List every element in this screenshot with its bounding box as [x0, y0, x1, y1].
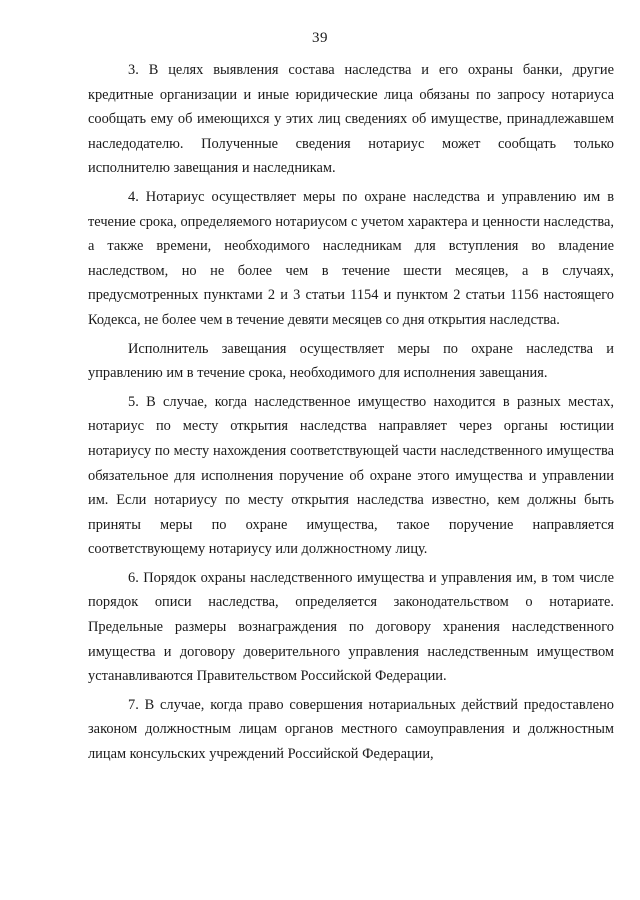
paragraph-4: 4. Нотариус осуществляет меры по охране наследства и управлению им в течение срока, определяемого нотариусом с учетом характера и ценности наследства, а также времени, необходимого наследникам для вступления во владение наследством, но не более чем в течение шести месяцев, а в случаях, предусмотренных пунктами 2 и 3 статьи 1154 и пунктом 2 статьи 1156 настоящего Кодекса, не более чем в течение девяти месяцев со дня открытия наследства.	[88, 188, 614, 328]
paragraph-executor: Исполнитель завещания осуществляет меры по охране наследства и управлению им в течение срока, необходимого для исполнения завещания.	[88, 340, 614, 382]
page-number: 39	[312, 30, 328, 46]
paragraph-3: 3. В целях выявления состава наследства и его охраны банки, другие кредитные организации и иные юридические лица обязаны по запросу нотариуса сообщать ему об имеющихся у этих лиц сведениях об имуществе, принадлежавшем наследодателю. Полученные сведения нотариус может сообщать только исполнителю завещания и наследникам.	[88, 62, 614, 177]
paragraph-6: 6. Порядок охраны наследственного имущества и управления им, в том числе порядок описи наследства, определяется законодательством о нотариате. Предельные размеры вознаграждения по договору хранения наследственного имущества и договору доверительного управления наследственным имуществом устанавливаются Правительством Российской Федерации.	[88, 569, 614, 685]
paragraph-7: 7. В случае, когда право совершения нотариальных действий предоставлено законом должностным лицам органов местного самоуправления и должностным лицам консульских учреждений Российской Федерации,	[88, 696, 614, 763]
document-body	[88, 58, 614, 767]
paragraph-5: 5. В случае, когда наследственное имущество находится в разных местах, нотариус по месту открытия наследства направляет через органы юстиции нотариусу по месту нахождения соответствующей части наследственного имущества обязательное для исполнения поручение об охране этого имущества и управлении им. Если нотариусу по месту открытия наследства известно, кем должны быть приняты меры по охране имущества, такое поручение направляется соответствующему нотариусу или должностному лицу.	[88, 393, 614, 558]
